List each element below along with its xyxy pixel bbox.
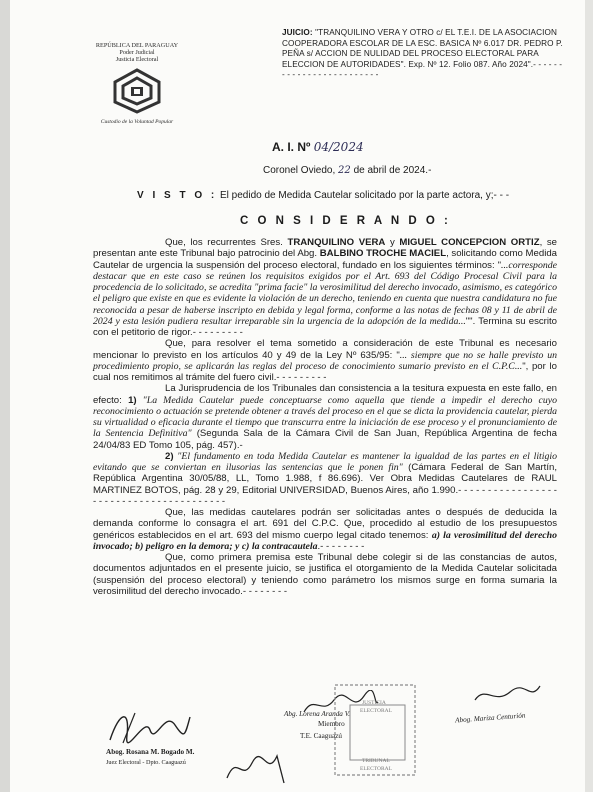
p5-text-b: .- - - - - - - -: [317, 540, 365, 552]
signature-right-name: Abog. Mariza Centurión: [454, 711, 526, 725]
stamp-text-2: ELECTORAL: [360, 708, 392, 714]
signature-center-role: Miembro: [318, 720, 345, 728]
p2-quote: ... siempre que no se halle previsto un procedimiento propio, se aplicarán las reglas del proceso de conocimiento sumario previsto en el C.P.C...: [93, 349, 557, 372]
p3-text-a: La Jurisprudencia de los Tribunales dan consistencia a la tesitura expuesta en este fallo, en efecto:: [93, 383, 557, 406]
visto-text: El pedido de Medida Cautelar solicitado por la parte actora, y;- - -: [220, 190, 510, 201]
signature-scribble-left: [105, 705, 195, 750]
signature-scribble-bottom: [222, 748, 292, 788]
scan-edge-right: [585, 0, 593, 792]
p4-quote: "El fundamento en toda Medida Cautelar es mantener la igualdad de las partes en el litigio evitando que se conviertan en ilusorias las sentencias que le ponen fin": [93, 450, 557, 473]
p2-text-b: ", por lo cual nos remitimos al trámite del fuero civil.- - - - - - - - -: [93, 360, 557, 383]
p1-name-ortiz: MIGUEL CONCEPCION ORTIZ: [399, 237, 540, 248]
paragraph-1: [93, 237, 557, 338]
date-prefix: Coronel Oviedo,: [263, 165, 336, 176]
stamp-text-3: TRIBUNAL: [362, 758, 390, 764]
p3-text-b: (Segunda Sala de la Cámara Civil de San Juan, República Argentina de fecha 24/04/83 ED Tomo 105, pág. 457).-: [93, 428, 557, 451]
signature-scribble-right: [470, 680, 560, 710]
resolution-number: [272, 140, 364, 154]
date-day-handwritten: 22: [338, 165, 351, 176]
p1-text-c: y: [385, 237, 400, 248]
p5-quote: a) la verosimilitud del derecho invocado; b) peligro en la demora; y c) la contracautela: [93, 529, 558, 552]
signature-left-name: Abog. Rosana M. Bogado M.: [106, 748, 195, 756]
seal-line-2: Poder Judicial: [119, 49, 155, 56]
letterhead-seal: [92, 42, 182, 125]
p1-text-a: Que, los recurrentes Sres.: [165, 237, 288, 248]
ai-number-handwritten: 04/2024: [313, 140, 364, 154]
paragraph-4: [93, 451, 557, 507]
p3-quote: "La Medida Cautelar puede conceptuarse como aquella que tiende a impedir el derecho cuyo reconocimiento o actuación se pretende obtener a través del proceso en el que se dicta la providencia cautelar, pierda su virtualidad o eficacia durante el tiempo que transcurra entre la iniciación de ese proceso y el pronunciamiento de la Sentencia Definitiva": [93, 394, 558, 440]
signature-left-title: Juez Electoral - Dpto. Caaguazú: [106, 759, 186, 766]
visto-label: V I S T O :: [137, 190, 218, 201]
juicio-text: "TRANQUILINO VERA Y OTRO c/ EL T.E.I. DE LA ASOCIACION COOPERADORA ESCOLAR DE LA ESC. BASICA Nº 6.017 DR. PEDRO P. PEÑA s/ ACCION DE NULIDAD DEL PROCESO ELECTORAL PARA ELECCION DE AUTORIDADES". Exp. Nº 12. Folio 087. Año 2024".- - - - - - - - - - - - - - - - - - - - - - - - -: [282, 28, 563, 80]
paragraph-2: [93, 338, 557, 383]
seal-caption: Custodio de la Voluntad Popular: [100, 119, 174, 125]
p1-name-vera: TRANQUILINO VERA: [287, 237, 386, 248]
signature-center-seat: T.E. Caaguazú: [300, 732, 342, 740]
p5-text-a: Que, las medidas cautelares podrán ser solicitadas antes o después de deducida la demanda conforme lo consagra el art. 691 del C.P.C. Que, procedido al estudio de los presupuestos genéricos establecidos en el art. 693 del mismo cuerpo legal citado tenemos:: [93, 507, 557, 541]
p4-number: 2): [165, 450, 174, 462]
seal-line-1: REPÚBLICA DEL PARAGUAY: [95, 42, 179, 49]
paragraph-6: Que, como primera premisa este Tribunal debe colegir si de las constancias de autos, documentos adjuntados en el presente juicio, se justifica el otorgamiento de la Medida Cautelar solicitada (suspensión del proceso electoral) y teniendo como parámetro los mismos surge en forma sumaria la verosimilitud del derecho invocado.- - - - - - - -: [93, 552, 557, 597]
p3-number: 1): [128, 394, 137, 406]
resolution-date: [263, 165, 431, 176]
ai-prefix: A. I. Nº: [272, 140, 311, 154]
p2-text-a: Que, para resolver el tema sometido a consideración de este Tribunal es necesario mencionar lo previsto en los artículos 40 y 49 de la Ley Nº 635/95: ": [93, 338, 557, 361]
paragraph-5: [93, 507, 557, 552]
visto-line: [137, 190, 509, 201]
date-suffix: de abril de 2024.-: [353, 165, 432, 176]
p1-text-g: , solicitando como Medida Cautelar de urgencia la suspensión del proceso electoral, fundado en los siguientes términos: ": [93, 248, 557, 271]
case-caption: [282, 28, 564, 81]
scan-edge-left: [0, 0, 10, 792]
p1-text-e: , se presentan ante este Tribunal bajo patrocinio del Abg.: [93, 237, 557, 260]
signature-center-name: Abg. Lorena Aranda V.: [284, 710, 350, 718]
p4-text-b: (Cámara Federal de San Martín, República Argentina 30/05/88, LL, Tomo 1.988, f 86.696). Ver Obra Medidas Cautelares de RAUL MARTINEZ BOTOS, pág. 28 y 29, Editorial UNIVERSIDAD, Buenos Aires, año 1.990.- - - - - - - - - - - - - - - - - - - - - - - - - - - - - - - - - - - - - - - -: [93, 462, 557, 507]
stamp-text-1: JUSTICIA: [362, 700, 386, 706]
justicia-electoral-logo-icon: [109, 66, 165, 116]
stamp-text-4: ELECTORAL: [360, 766, 392, 772]
p1-text-h: "". Termina su escrito con el petitorio de rigor.- - - - - - - - -: [93, 315, 557, 338]
resolution-body: [93, 237, 557, 597]
considerando-heading: C O N S I D E R A N D O :: [240, 215, 451, 227]
paragraph-3: [93, 383, 557, 451]
seal-line-3: Justicia Electoral: [115, 56, 159, 63]
p1-name-troche: BALBINO TROCHE MACIEL: [319, 248, 447, 260]
tribunal-electoral-stamp: [300, 680, 420, 780]
juicio-label: JUICIO:: [282, 28, 313, 37]
p1-quote: ...corresponde destacar que en este caso se reúnen los requisitos exigidos por el Art. 693 del Código Procesal Civil para la procedencia de lo solicitado, se acredita "prima facie" la verosimilitud del derecho invocado, asimismo, es categórico el peligro que existe en que es evidente la violación de un derecho, teniendo en cuenta que nuestra candidatura no fue reconocida a pesar de haberse inscripto en debida y legal forma, conforme a las notas de fechas 08 y 11 de abril de 2024 y esta lesión pudiera resultar irreparable sin la urgencia de la adopción de la medida...: [93, 259, 557, 327]
